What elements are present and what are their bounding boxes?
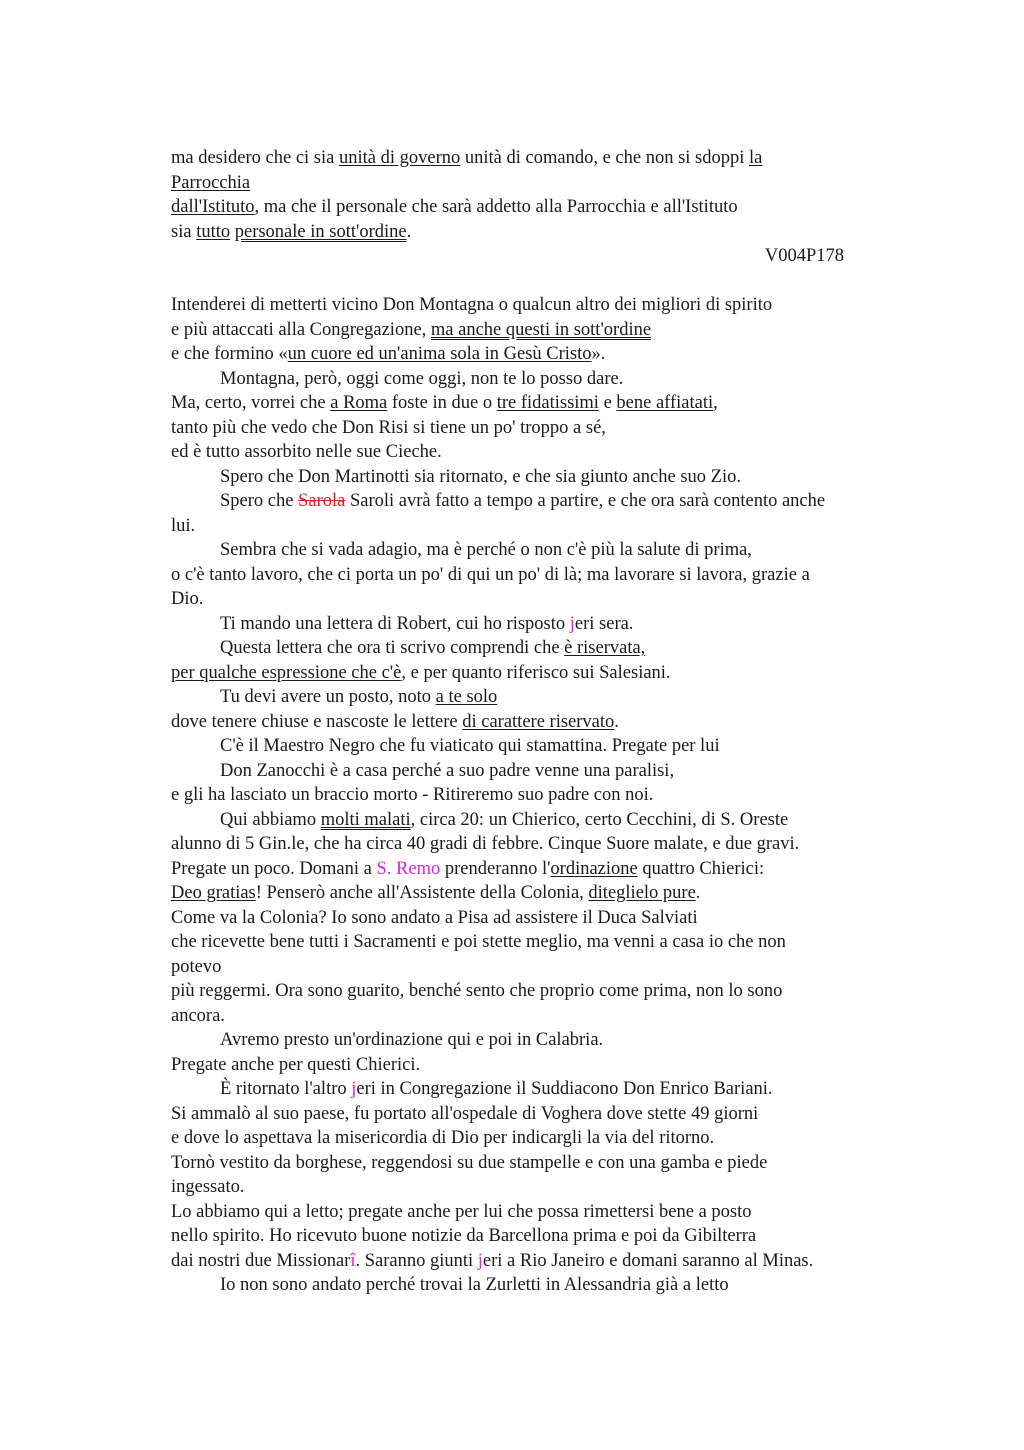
text-segment: potevo: [171, 956, 222, 977]
text-segment: Don Zanocchi è a casa perché a suo padre venne una paralisi,: [220, 760, 675, 781]
text-line: [171, 661, 971, 686]
underlined-text: tutto: [196, 221, 231, 242]
text-segment: .: [695, 883, 701, 903]
text-line: [171, 391, 971, 416]
underlined-text: a te solo: [435, 687, 498, 707]
text-segment: e che formino «: [171, 344, 288, 364]
text-line: [171, 293, 971, 318]
text-segment: Sembra che si vada adagio, ma è perché o non c'è più la salute di prima,: [220, 540, 752, 560]
underlined-text: dall'Istituto: [171, 197, 255, 217]
text-segment: Spero che: [220, 491, 299, 511]
text-line: [171, 1175, 971, 1200]
text-segment: Questa lettera che ora ti scrivo comprendi che: [220, 638, 565, 658]
text-segment: ,: [713, 393, 718, 413]
underlined-text: ordinazione: [550, 858, 638, 879]
letter-page: [171, 146, 971, 1298]
text-line: [171, 440, 971, 465]
text-line-indented: [171, 1028, 971, 1053]
text-segment: Saroli avrà fatto a tempo a partire, e che ora sarà contento anche: [345, 491, 826, 511]
text-line: [171, 220, 971, 245]
text-segment: sia: [171, 221, 197, 242]
text-segment: Avremo presto un'ordinazione qui e poi in Calabria.: [220, 1030, 604, 1050]
text-segment: .: [614, 711, 619, 732]
text-line-indented: [171, 759, 971, 784]
text-line-indented: [171, 808, 971, 833]
text-segment: Montagna, però, oggi come oggi, non te lo posso dare.: [220, 368, 624, 389]
text-line: [171, 1102, 971, 1127]
highlighted-text: î: [350, 1250, 356, 1271]
text-line: [171, 195, 971, 220]
text-segment: Spero che Don Martinotti sia ritornato, e che sia giunto anche suo Zio.: [220, 466, 741, 487]
text-segment: Qui abbiamo: [220, 809, 321, 830]
text-line: [171, 783, 971, 808]
text-line-indented: [171, 367, 971, 392]
text-line: [171, 318, 971, 343]
text-line: [171, 1053, 971, 1078]
text-line-indented: [171, 636, 971, 661]
text-segment: eri sera.: [574, 613, 634, 634]
text-segment: ed è tutto assorbito nelle sue Cieche.: [171, 442, 442, 462]
text-line: [171, 416, 971, 441]
underlined-text: Parrocchia: [171, 172, 251, 193]
text-line-indented: [171, 734, 971, 759]
underlined-text: la: [749, 148, 763, 168]
text-segment: ancora.: [171, 1005, 225, 1026]
text-line: [171, 342, 971, 367]
text-line: [171, 955, 971, 980]
text-segment: Pregate anche per questi Chierici.: [171, 1054, 421, 1075]
text-segment: Pregate un poco. Domani a: [171, 858, 377, 879]
underlined-text: è riservata,: [564, 638, 646, 658]
text-line: [171, 857, 971, 882]
text-line: [171, 171, 971, 196]
text-segment: Dio.: [171, 589, 204, 609]
text-segment: e: [598, 393, 617, 413]
text-line: [171, 1151, 971, 1176]
text-segment: ingessato.: [171, 1177, 245, 1197]
underlined-text: bene affiatati: [616, 393, 714, 413]
text-segment: Io non sono andato perché trovai la Zurletti in Alessandria già a letto: [220, 1275, 729, 1295]
text-segment: unità di comando, e che non si sdoppi: [460, 148, 750, 168]
text-line: [171, 930, 971, 955]
text-segment: ma desidero che ci sia: [171, 148, 339, 168]
text-segment: . Saranno giunti: [355, 1250, 478, 1271]
text-line: [171, 710, 971, 735]
text-segment: Ma, certo, vorrei che: [171, 393, 331, 413]
text-line: [171, 881, 971, 906]
double-underlined-text: ma anche questi in sott'ordine: [430, 319, 652, 340]
text-segment: quattro Chierici:: [637, 858, 765, 879]
text-segment: e dove lo aspettava la misericordia di Dio per indicargli la via del ritorno.: [171, 1128, 715, 1148]
underlined-text: per qualche espressione che c'è: [171, 662, 402, 683]
paragraph-gap: [171, 269, 971, 294]
text-line: [171, 979, 971, 1004]
text-line: [171, 906, 971, 931]
text-line: [171, 514, 971, 539]
text-segment: alunno di 5 Gin.le, che ha circa 40 gradi di febbre. Cinque Suore malate, e due gravi.: [171, 834, 800, 854]
text-line: [171, 1126, 971, 1151]
text-segment: Ti mando una lettera di Robert, cui ho risposto: [220, 613, 570, 634]
text-segment: dove tenere chiuse e nascoste le lettere: [171, 711, 463, 732]
underlined-text: di carattere riservato: [462, 711, 615, 732]
double-underlined-text: molti malati: [320, 809, 411, 830]
text-line-indented: [171, 538, 971, 563]
text-segment: , ma che il personale che sarà addetto alla Parrocchia e all'Istituto: [254, 197, 738, 217]
text-line: [171, 563, 971, 588]
text-segment: nello spirito. Ho ricevuto buone notizie da Barcellona prima e poi da Gibilterra: [171, 1226, 757, 1246]
text-segment: , circa 20: un Chierico, certo Cecchini, di S. Oreste: [410, 809, 789, 830]
double-underlined-text: personale in sott'ordine: [234, 221, 407, 242]
text-segment: più reggermi. Ora sono guarito, benché sento che proprio come prima, non lo sono: [171, 981, 783, 1001]
text-segment: prenderanno l': [440, 858, 551, 879]
text-segment: che ricevette bene tutti i Sacramenti e poi stette meglio, ma venni a casa io che non: [171, 932, 786, 952]
text-line: [171, 146, 971, 171]
text-line-indented: [171, 489, 971, 514]
underlined-text: un cuore ed un'anima sola in Gesù Cristo: [287, 344, 592, 364]
text-segment: È ritornato l'altro: [220, 1079, 352, 1099]
page-reference: V004P178: [764, 246, 844, 266]
text-segment: lui.: [171, 515, 196, 536]
highlighted-text: j: [569, 613, 575, 634]
text-segment: eri a Rio Janeiro e domani saranno al Minas.: [482, 1250, 814, 1271]
text-line-indented: [171, 465, 971, 490]
text-segment: o c'è tanto lavoro, che ci porta un po' di qui un po' di là; ma lavorare si lavora, grazie a: [171, 564, 810, 585]
underlined-text: diteglielo pure: [588, 883, 696, 903]
text-segment: dai nostri due Missionar: [171, 1250, 351, 1271]
text-segment: Intenderei di metterti vicino Don Montagna o qualcun altro dei migliori di spirito: [171, 295, 773, 315]
underlined-text: unità di governo: [338, 148, 461, 168]
deleted-text: Sarola: [298, 491, 346, 511]
text-segment: Tu devi avere un posto, noto: [220, 687, 436, 707]
text-segment: C'è il Maestro Negro che fu viaticato qui stamattina. Pregate per lui: [220, 736, 720, 756]
highlighted-text: j: [477, 1250, 483, 1271]
text-line-indented: [171, 1273, 971, 1298]
text-line: [171, 1004, 971, 1029]
text-line: [171, 1200, 971, 1225]
text-line: [171, 832, 971, 857]
text-line-indented: [171, 1077, 971, 1102]
text-segment: tanto più che vedo che Don Risi si tiene un po' troppo a sé,: [171, 417, 606, 438]
text-line-indented: [171, 685, 971, 710]
underlined-text: tre fidatissimi: [496, 393, 599, 413]
text-segment: eri in Congregazione il Suddiacono Don Enrico Bariani.: [356, 1079, 773, 1099]
text-line-indented: [171, 612, 971, 637]
text-segment: Tornò vestito da borghese, reggendosi su due stampelle e con una gamba e piede: [171, 1152, 768, 1173]
text-segment: ! Penserò anche all'Assistente della Colonia,: [255, 883, 589, 903]
underlined-text: Deo gratias: [171, 883, 256, 903]
highlighted-text: j: [351, 1079, 357, 1099]
text-segment: , e per quanto riferisco sui Salesiani.: [401, 662, 671, 683]
text-line: [171, 587, 971, 612]
underlined-text: a Roma: [330, 393, 388, 413]
text-line: [171, 1249, 971, 1274]
text-segment: e gli ha lasciato un braccio morto - Ritireremo suo padre con noi.: [171, 785, 654, 805]
text-line: [171, 1224, 971, 1249]
highlighted-text: S. Remo: [376, 858, 441, 879]
text-segment: foste in due o: [387, 393, 497, 413]
text-segment: .: [406, 221, 412, 242]
text-segment: Lo abbiamo qui a letto; pregate anche per lui che possa rimettersi bene a posto: [171, 1201, 752, 1222]
text-segment: e più attaccati alla Congregazione,: [171, 319, 431, 340]
text-segment: ».: [591, 344, 606, 364]
text-segment: Si ammalò al suo paese, fu portato all'ospedale di Voghera dove stette 49 giorni: [171, 1103, 759, 1124]
text-segment: Come va la Colonia? Io sono andato a Pisa ad assistere il Duca Salviati: [171, 907, 698, 928]
